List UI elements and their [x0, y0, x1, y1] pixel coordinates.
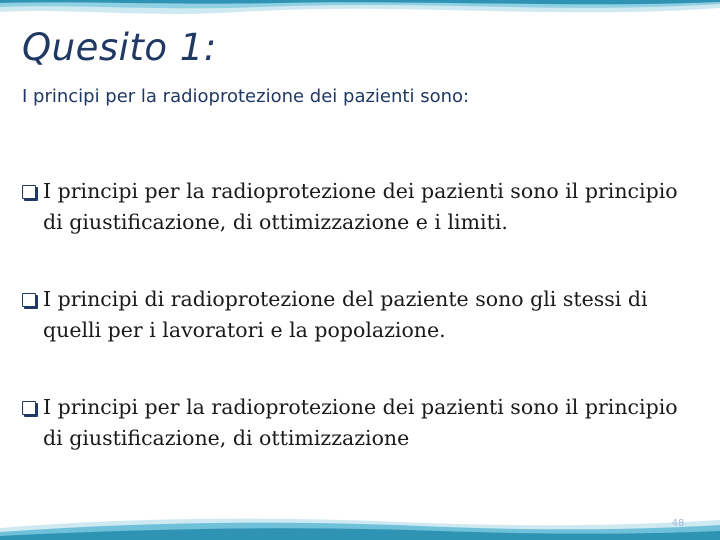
- answer-option-3: [22, 392, 702, 454]
- answer-option-text: I principi per la radioprotezione dei pazienti sono il principio di giustificazione, di ottimizzazione e i limiti.: [43, 179, 678, 234]
- checkbox-bullet-icon: [22, 293, 36, 307]
- slide-title: Quesito 1:: [22, 26, 217, 69]
- checkbox-bullet-icon: [22, 401, 36, 415]
- answer-options-list: [22, 176, 702, 500]
- answer-option-1: [22, 176, 702, 238]
- slide-subtitle: I principi per la radioprotezione dei pazienti sono:: [22, 86, 470, 107]
- answer-option-text: I principi per la radioprotezione dei pazienti sono il principio di giustificazione, di ottimizzazione: [43, 395, 678, 450]
- bottom-wave-decoration: [0, 512, 720, 540]
- answer-option-2: [22, 284, 702, 346]
- answer-option-text: I principi di radioprotezione del paziente sono gli stessi di quelli per i lavoratori e la popolazione.: [43, 287, 648, 342]
- page-number: 48: [671, 518, 685, 529]
- checkbox-bullet-icon: [22, 185, 36, 199]
- top-wave-decoration: [0, 0, 720, 22]
